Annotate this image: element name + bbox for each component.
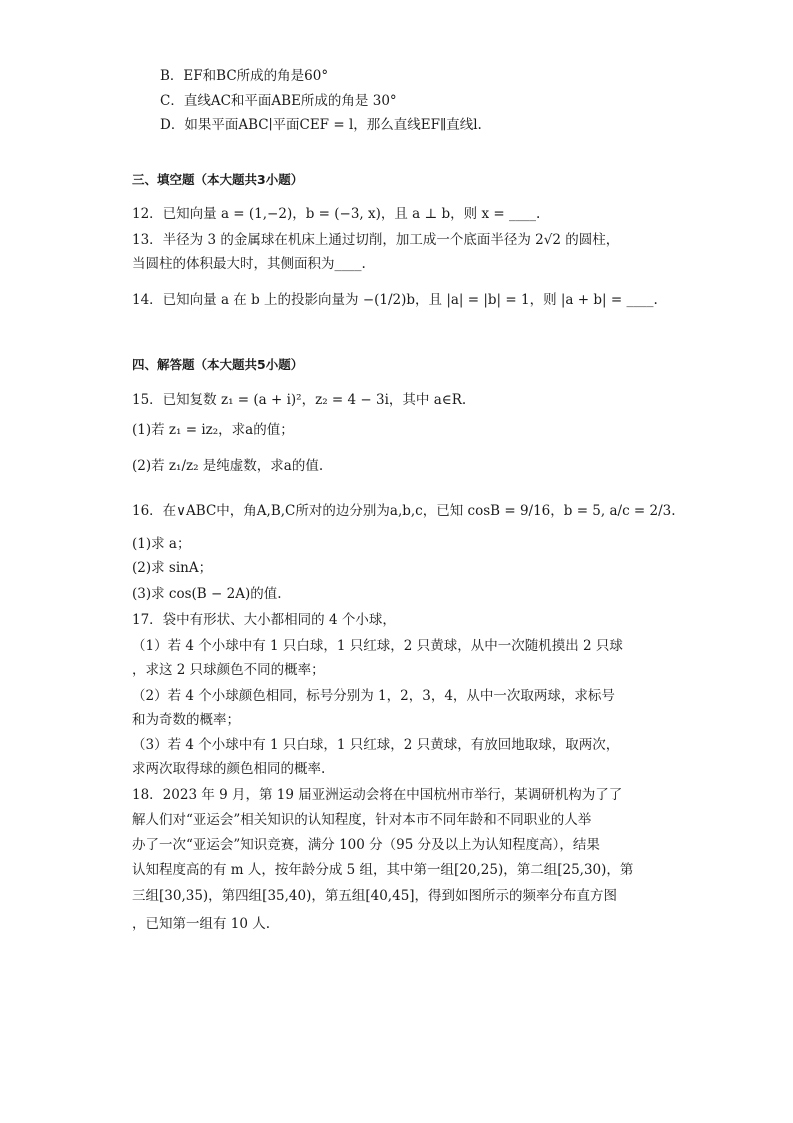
question-16: 16．在∨ABC中，角A,B,C所对的边分别为a,b,c，已知 cosB = 9/16，b = 5, a/c = 2/3.	[132, 503, 676, 519]
question-12: 12．已知向量 a = (1,−2)，b = (−3, x)，且 a ⊥ b，则 x = ____.	[132, 206, 541, 222]
question-18-line5: 三组[30,35)，第四组[35,40)，第五组[40,45]，得到如图所示的频率分布直方图	[132, 888, 618, 904]
question-18-line2: 解人们对“亚运会”相关知识的认知程度，针对本市不同年龄和不同职业的人举	[132, 812, 592, 828]
choice-d: D．如果平面ABC∣平面CEF = l，那么直线EF∥直线l.	[160, 117, 482, 133]
choice-c: C．直线AC和平面ABE所成的角是 30°	[160, 93, 397, 109]
question-15-part2: (2)若 z₁/z₂ 是纯虚数，求a的值.	[132, 458, 324, 474]
question-16-part1: (1)求 a；	[132, 536, 191, 552]
question-15-part1: (1)若 z₁ = iz₂，求a的值；	[132, 422, 294, 438]
question-13-line2: 当圆柱的体积最大时，其侧面积为____.	[132, 256, 366, 272]
question-17-part2-line2: 和为奇数的概率；	[132, 712, 240, 728]
question-17-part1-line1: （1）若 4 个小球中有 1 只白球，1 只红球，2 只黄球，从中一次随机摸出 2 只球	[132, 638, 623, 654]
section-fill-blank-title: 三、填空题（本大题共3小题）	[132, 172, 304, 187]
question-17-part1-line2: ，求这 2 只球颜色不同的概率；	[132, 662, 325, 678]
question-18-line6: ，已知第一组有 10 人.	[132, 916, 271, 932]
question-16-part2: (2)求 sinA；	[132, 560, 213, 576]
question-15: 15．已知复数 z₁ = (a + i)²，z₂ = 4 − 3i，其中 a∈R.	[132, 392, 467, 408]
question-18-line1: 18．2023 年 9 月，第 19 届亚洲运动会将在中国杭州市举行，某调研机构为了了	[132, 787, 623, 803]
question-17-part2-line1: （2）若 4 个小球颜色相同，标号分别为 1，2，3，4，从中一次取两球，求标号	[132, 688, 615, 704]
section-solve-title: 四、解答题（本大题共5小题）	[132, 357, 304, 372]
choice-b: B．EF和BC所成的角是60°	[160, 68, 329, 84]
question-13-line1: 13．半径为 3 的金属球在机床上通过切削，加工成一个底面半径为 2√2 的圆柱，	[132, 232, 620, 248]
question-18-line4: 认知程度高的有 m 人，按年龄分成 5 组，其中第一组[20,25)，第二组[25,30)，第	[132, 862, 634, 878]
question-17-part3-line1: （3）若 4 个小球中有 1 只白球，1 只红球，2 只黄球，有放回地取球，取两次，	[132, 737, 620, 753]
question-17-part3-line2: 求两次取得球的颜色相同的概率.	[132, 761, 326, 777]
question-16-part3: (3)求 cos(B − 2A)的值.	[132, 586, 282, 602]
question-18-line3: 办了一次“亚运会”知识竞赛，满分 100 分（95 分及以上为认知程度高），结果	[132, 837, 600, 853]
question-14: 14．已知向量 a 在 b 上的投影向量为 −(1/2)b，且 |a| = |b| = 1，则 |a + b| = ____.	[132, 292, 658, 308]
question-17: 17．袋中有形状、大小都相同的 4 个小球，	[132, 612, 396, 628]
